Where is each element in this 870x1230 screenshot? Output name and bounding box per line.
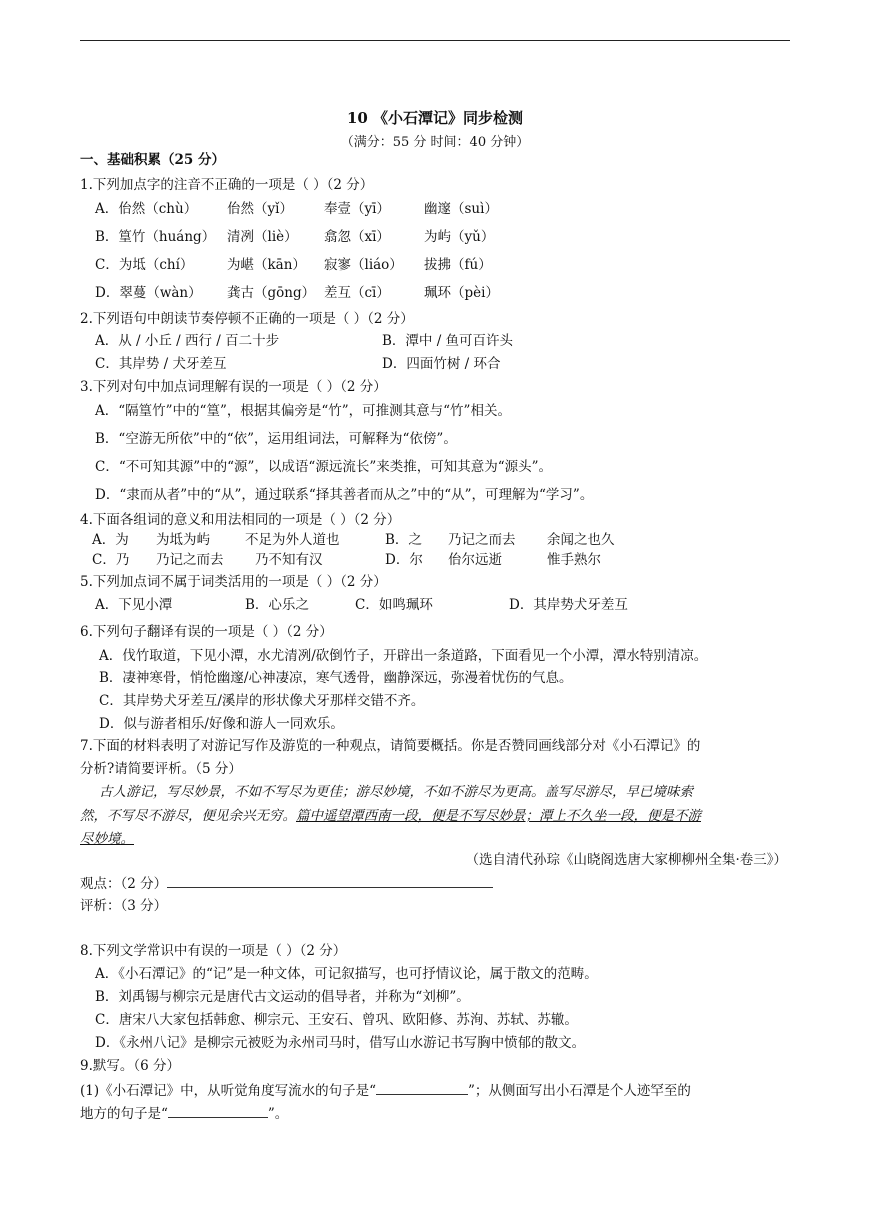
q7-view-label — [80, 873, 493, 894]
q1-a-2: 佁然（yǐ） — [227, 201, 293, 217]
q4-d-label: D．尔 — [385, 552, 423, 568]
q1-d-2: 龚古（gōng） — [227, 285, 316, 301]
q7-underlined-text: 篇中遥望潭西南一段，便是不写尽妙景；潭上不久坐一段，便是不游 — [296, 808, 701, 824]
q8-stem: 8.下列文学常识中有误的一项是（ ）（2 分） — [80, 943, 347, 959]
q1-a-3: 奉壹（yī） — [324, 201, 390, 217]
q5-option-a: A．下见小潭 — [95, 597, 173, 613]
q1-b-2: 清冽（liè） — [227, 229, 298, 245]
q1-c-1: C．为坻（chí） — [95, 257, 194, 273]
q2-stem: 2.下列语句中朗读节奏停顿不正确的一项是（ ）（2 分） — [80, 311, 414, 327]
q2-option-b: B．潭中 / 鱼可百许头 — [382, 333, 514, 349]
q5-option-c: C．如鸣珮环 — [355, 597, 433, 613]
q7-source: （选自清代孙琮《山晓阁选唐大家柳柳州全集·卷三》） — [465, 852, 787, 868]
q4-d-2: 惟手熟尔 — [547, 552, 601, 568]
q1-b-4: 为屿（yǔ） — [424, 229, 495, 245]
q9-line2 — [80, 1103, 288, 1124]
q1-d-4: 珮环（pèi） — [424, 285, 499, 301]
q1-a-1: A．佁然（chù） — [95, 201, 198, 217]
q6-option-b: B．凄神寒骨，悄怆幽邃/心神凄凉，寒气透骨，幽静深远，弥漫着忧伤的气息。 — [99, 670, 573, 686]
q9-line1-text: (1)《小石潭记》中，从听觉角度写流水的句子是“ — [80, 1083, 377, 1099]
q1-a-4: 幽邃（suì） — [424, 201, 498, 217]
q9-blank-2[interactable] — [168, 1103, 268, 1118]
q3-option-c: C．“不可知其源”中的“源”，以成语“源远流长”来类推，可知其意为“源头”。 — [95, 459, 553, 475]
q7-passage-line3: 尽妙境。 — [80, 831, 134, 847]
q1-b-3: 翕忽（xī） — [324, 229, 390, 245]
q4-a-label: A．为 — [92, 532, 129, 548]
q1-b-1: B．篁竹（huáng） — [95, 229, 216, 245]
q4-c-2: 乃不知有汉 — [255, 552, 323, 568]
page-title: 10 《小石潭记》同步检测 — [346, 109, 524, 127]
q8-option-b: B．刘禹锡与柳宗元是唐代古文运动的倡导者，并称为“刘柳”。 — [95, 989, 470, 1005]
section-heading: 一、基础积累（25 分） — [80, 152, 225, 168]
q9-line2-text: 地方的句子是“ — [80, 1106, 168, 1122]
q2-option-d: D．四面竹树 / 环合 — [382, 356, 501, 372]
q4-stem: 4.下面各组词的意义和用法相同的一项是（ ）（2 分） — [80, 512, 401, 528]
q7-eval-label: 评析：（3 分） — [80, 898, 168, 914]
q1-d-3: 差互（cī） — [324, 285, 390, 301]
q5-option-b: B．心乐之 — [245, 597, 309, 613]
q7-passage-line2 — [80, 806, 701, 826]
q8-option-d: D．《永州八记》是柳宗元被贬为永州司马时，借写山水游记书写胸中愤郁的散文。 — [95, 1035, 586, 1051]
q4-a-1: 为坻为屿 — [156, 532, 210, 548]
q7-passage-line1: 古人游记，写尽妙景，不如不写尽为更佳；游尽妙境，不如不游尽为更高。盖写尽游尽，早已境味索 — [99, 784, 693, 800]
q3-option-d: D．“隶而从者”中的“从”，通过联系“择其善者而从之”中的“从”，可理解为“学习”。 — [95, 487, 594, 503]
q9-stem: 9.默写。（6 分） — [80, 1058, 181, 1074]
q4-b-1: 乃记之而去 — [448, 532, 516, 548]
q6-option-a: A．伐竹取道，下见小潭，水尤清冽/砍倒竹子，开辟出一条道路，下面看见一个小潭，潭水特别清凉。 — [99, 648, 708, 664]
q1-c-3: 寂寥（liáo） — [324, 257, 403, 273]
q6-option-c: C．其岸势犬牙差互/溪岸的形状像犬牙那样交错不齐。 — [99, 693, 425, 709]
q3-option-a: A．“隔篁竹”中的“篁”，根据其偏旁是“竹”，可推测其意与“竹”相关。 — [95, 403, 511, 419]
q5-option-d: D．其岸势犬牙差互 — [509, 597, 628, 613]
q2-option-a: A．从 / 小丘 / 西行 / 百二十步 — [95, 333, 280, 349]
q4-d-1: 佁尔远逝 — [448, 552, 502, 568]
q4-a-2: 不足为外人道也 — [245, 532, 340, 548]
q7-view-text: 观点：（2 分） — [80, 876, 168, 892]
q7-stem-line1: 7.下面的材料表明了对游记写作及游览的一种观点，请简要概括。你是否赞同画线部分对《小石潭记》的 — [80, 738, 701, 754]
q5-stem: 5.下列加点词不属于词类活用的一项是（ ）（2 分） — [80, 574, 387, 590]
q7-stem-line2: 分析?请简要评析。（5 分） — [80, 761, 242, 777]
q2-option-c: C．其岸势 / 犬牙差互 — [95, 356, 227, 372]
q8-option-c: C．唐宋八大家包括韩愈、柳宗元、王安石、曾巩、欧阳修、苏洵、苏轼、苏辙。 — [95, 1012, 578, 1028]
top-rule — [80, 40, 790, 41]
q4-b-label: B．之 — [385, 532, 422, 548]
page-subtitle: （满分：55 分 时间：40 分钟） — [340, 135, 530, 150]
q7-passage-text: 然，不写尽不游尽，便见余兴无穷。 — [80, 808, 296, 824]
q3-option-b: B．“空游无所依”中的“依”，运用组词法，可解释为“依傍”。 — [95, 431, 457, 447]
q9-blank-1[interactable] — [376, 1080, 468, 1095]
q7-view-blank[interactable] — [167, 873, 493, 888]
q4-b-2: 余闻之也久 — [547, 532, 615, 548]
q9-line1-rest: ”；从侧面写出小石潭是个人迹罕至的 — [468, 1083, 691, 1099]
q4-c-1: 乃记之而去 — [156, 552, 224, 568]
q1-d-1: D．翠蔓（wàn） — [95, 285, 202, 301]
q3-stem: 3.下列对句中加点词理解有误的一项是（ ）（2 分） — [80, 379, 387, 395]
q1-c-4: 拔拂（fú） — [424, 257, 492, 273]
q6-option-d: D．似与游者相乐/好像和游人一同欢乐。 — [99, 716, 344, 732]
q9-line2-rest: ”。 — [267, 1106, 289, 1122]
q8-option-a: A．《小石潭记》的“记”是一种文体，可记叙描写，也可抒情议论，属于散文的范畴。 — [95, 966, 598, 982]
q9-line1 — [80, 1080, 691, 1101]
q1-stem: 1.下列加点字的注音不正确的一项是（ ）（2 分） — [80, 177, 374, 193]
q4-c-label: C．乃 — [92, 552, 130, 568]
q1-c-2: 为嵁（kān） — [227, 257, 306, 273]
q6-stem: 6.下列句子翻译有误的一项是（ ）（2 分） — [80, 624, 333, 640]
